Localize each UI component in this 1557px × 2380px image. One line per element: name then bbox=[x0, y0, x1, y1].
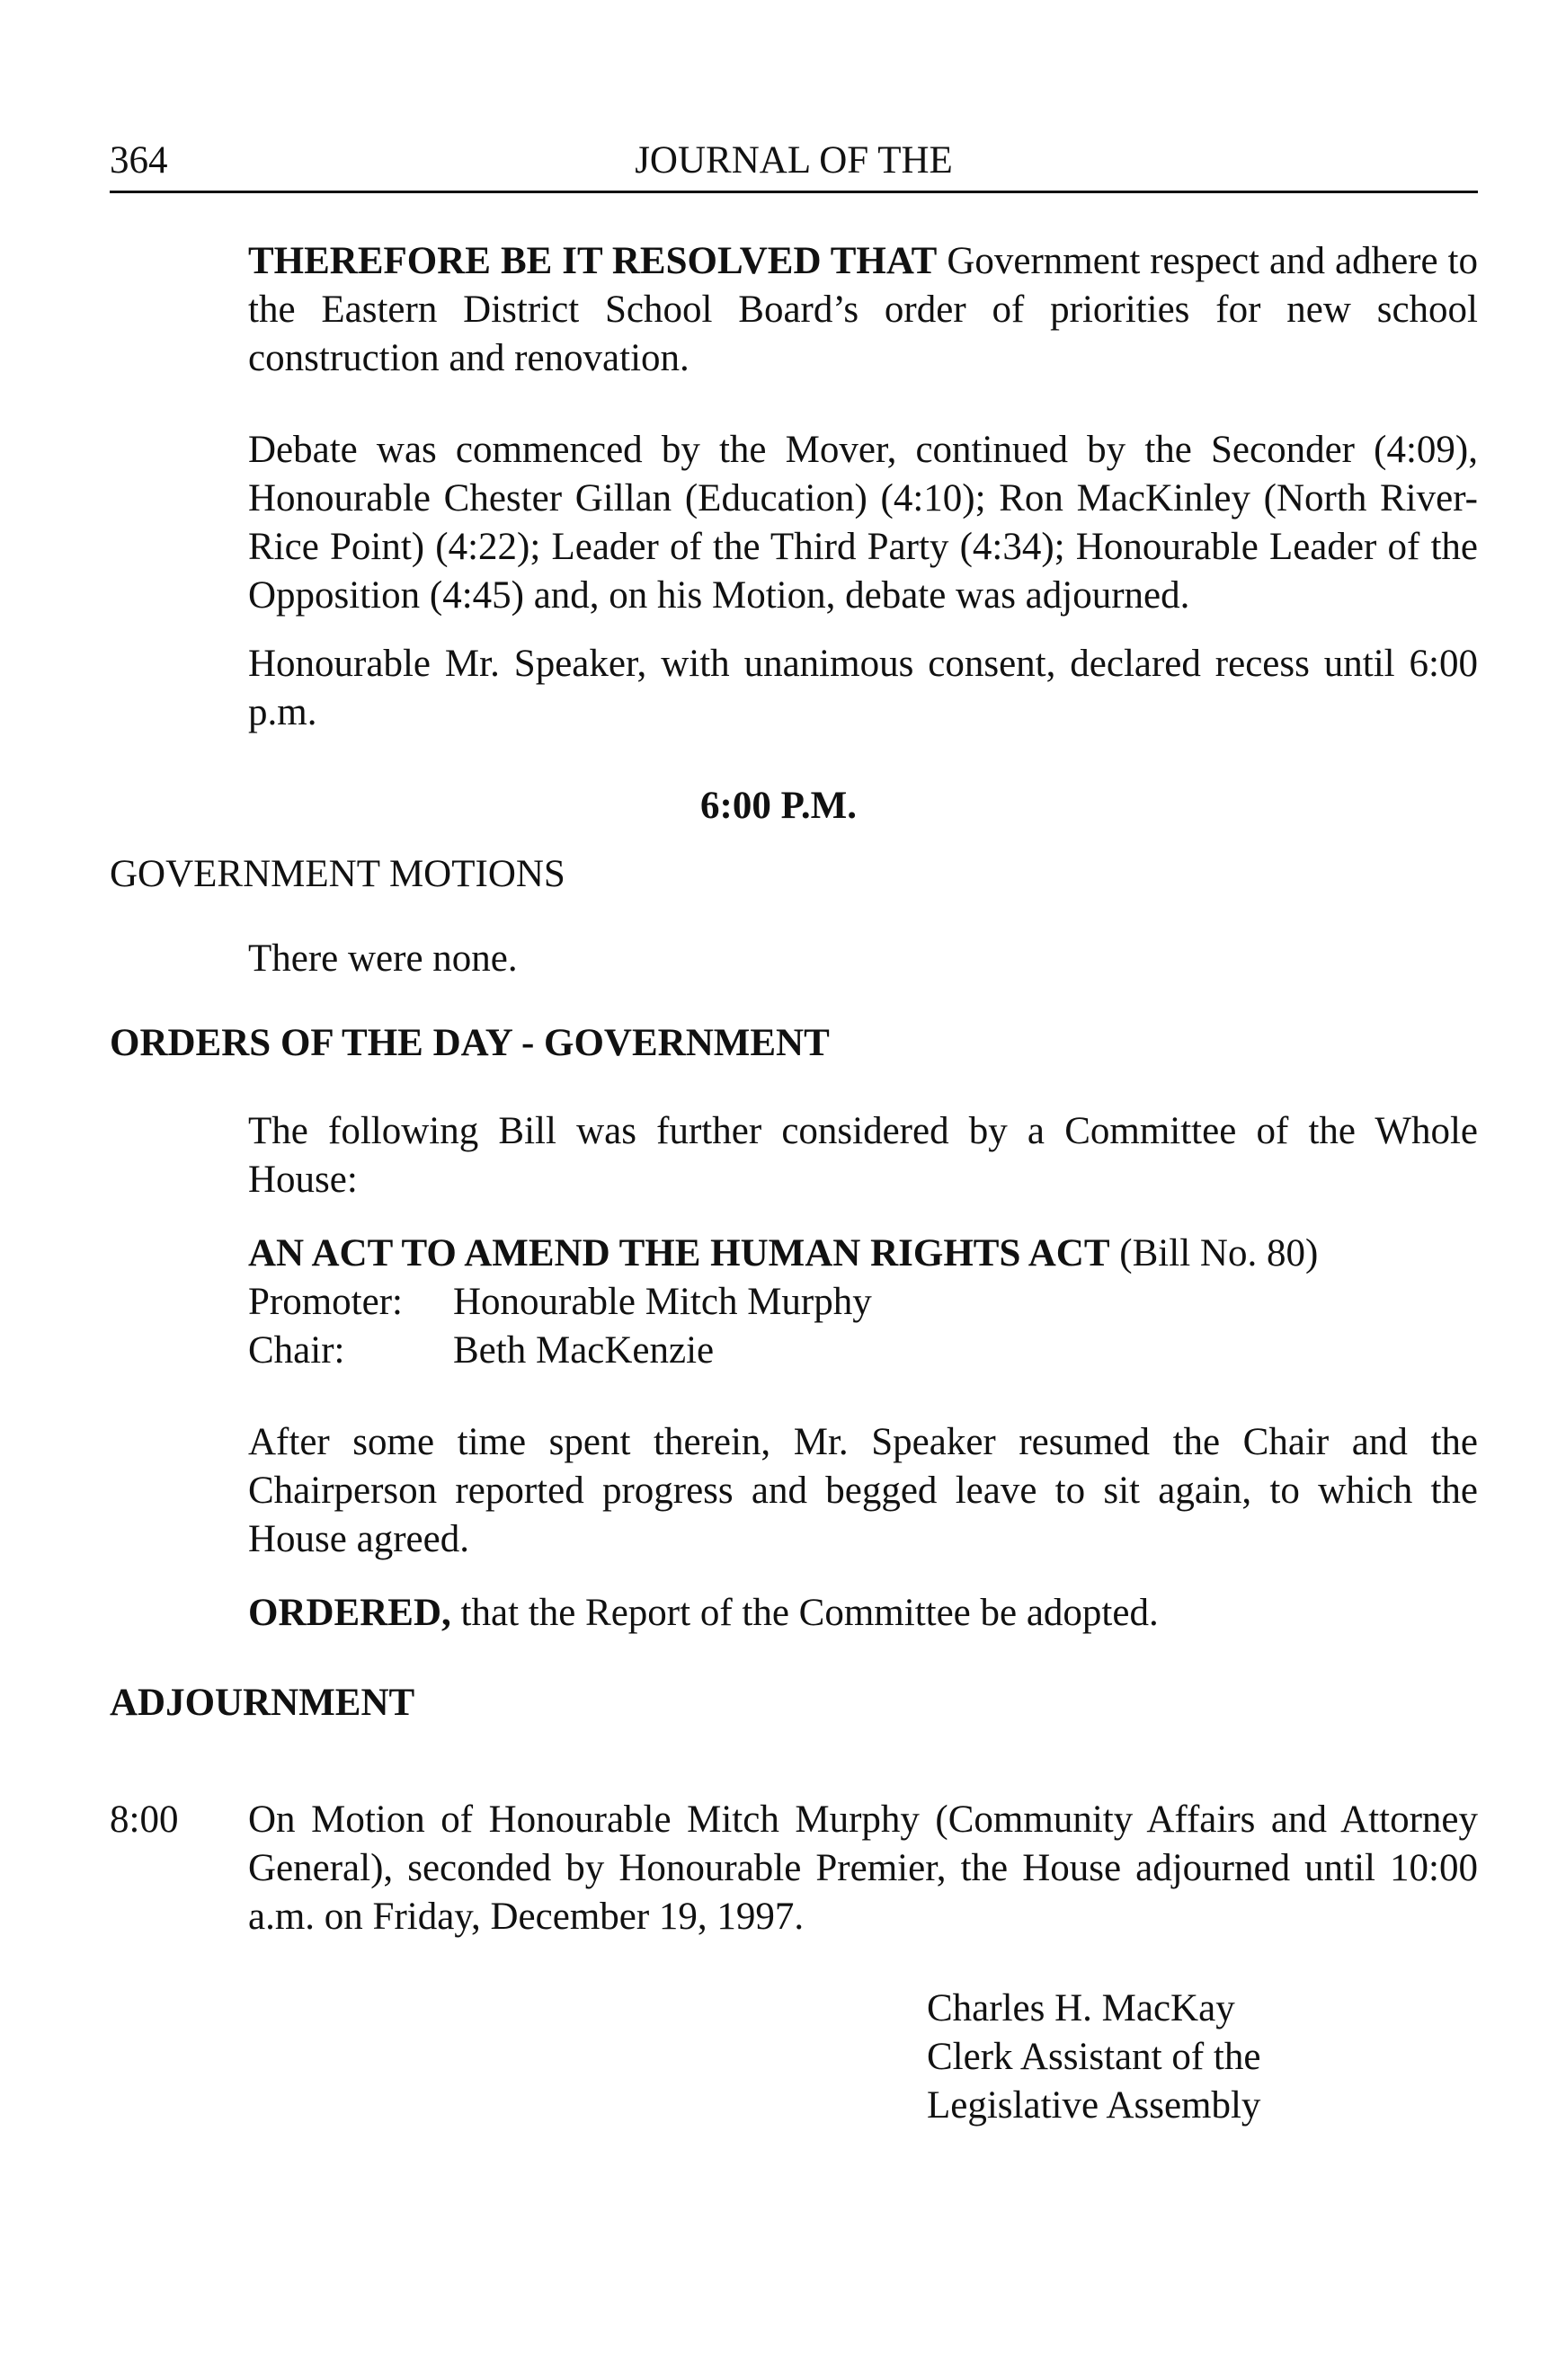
bill-block bbox=[248, 1230, 1478, 1375]
bill-title-line bbox=[248, 1230, 1478, 1278]
government-motions-text: There were none. bbox=[248, 937, 518, 980]
bill-number: (Bill No. 80) bbox=[1109, 1232, 1319, 1274]
signature-title-line2: Legislative Assembly bbox=[927, 2084, 1261, 2127]
page-header bbox=[110, 137, 1478, 193]
page-number: 364 bbox=[110, 139, 168, 182]
adjournment-paragraph: On Motion of Honourable Mitch Murphy (Community Affairs and Attorney General), seconded by Honourable Premier, the House adjourned until 10:00 a.m. on Friday, December 19, 1997. bbox=[248, 1798, 1478, 1938]
promoter-line bbox=[248, 1278, 1478, 1327]
promoter-name: Honourable Mitch Murphy bbox=[453, 1281, 872, 1323]
signature-block bbox=[927, 1985, 1260, 2130]
bill-intro: The following Bill was further considered by a Committee of the Whole House: bbox=[248, 1110, 1478, 1201]
running-title: JOURNAL OF THE bbox=[635, 139, 953, 182]
ordered-text: that the Report of the Committee be adopted. bbox=[450, 1592, 1159, 1634]
debate-paragraph: Debate was commenced by the Mover, continued by the Seconder (4:09), Honourable Chester Gillan (Education) (4:10); Ron MacKinley (North River-Rice Point) (4:22); Leader of the Third Party (4:34); Honourable Leader of the Opposition (4:45) and, on his Motion, debate was adjourned. bbox=[248, 429, 1478, 617]
chair-line bbox=[248, 1327, 1478, 1375]
recess-paragraph: Honourable Mr. Speaker, with unanimous consent, declared recess until 6:00 p.m. bbox=[248, 643, 1478, 733]
ordered-lead: ORDERED, bbox=[248, 1592, 451, 1634]
government-motions-heading: GOVERNMENT MOTIONS bbox=[110, 853, 565, 895]
progress-paragraph: After some time spent therein, Mr. Speaker resumed the Chair and the Chairperson reported progress and begged leave to sit again, to which the House agreed. bbox=[248, 1421, 1478, 1560]
orders-of-the-day-heading: ORDERS OF THE DAY - GOVERNMENT bbox=[110, 1022, 830, 1064]
chair-label: Chair: bbox=[248, 1329, 345, 1372]
signature-title-line1: Clerk Assistant of the bbox=[927, 2036, 1261, 2078]
time-heading: 6:00 P.M. bbox=[700, 785, 857, 827]
promoter-label: Promoter: bbox=[248, 1281, 403, 1323]
resolution-lead: THEREFORE BE IT RESOLVED THAT bbox=[248, 240, 938, 282]
adjournment-time: 8:00 bbox=[110, 1798, 179, 1841]
chair-name: Beth MacKenzie bbox=[453, 1329, 715, 1372]
resolution-paragraph bbox=[248, 237, 1478, 383]
resolution-text: Government respect and adhere to the Eastern District School Board’s order of priorities for new school construction and renovation. bbox=[248, 240, 1478, 379]
signature-name: Charles H. MacKay bbox=[927, 1987, 1235, 2029]
adjournment-heading: ADJOURNMENT bbox=[110, 1682, 415, 1724]
ordered-paragraph bbox=[248, 1589, 1478, 1638]
bill-title: AN ACT TO AMEND THE HUMAN RIGHTS ACT bbox=[248, 1232, 1110, 1274]
